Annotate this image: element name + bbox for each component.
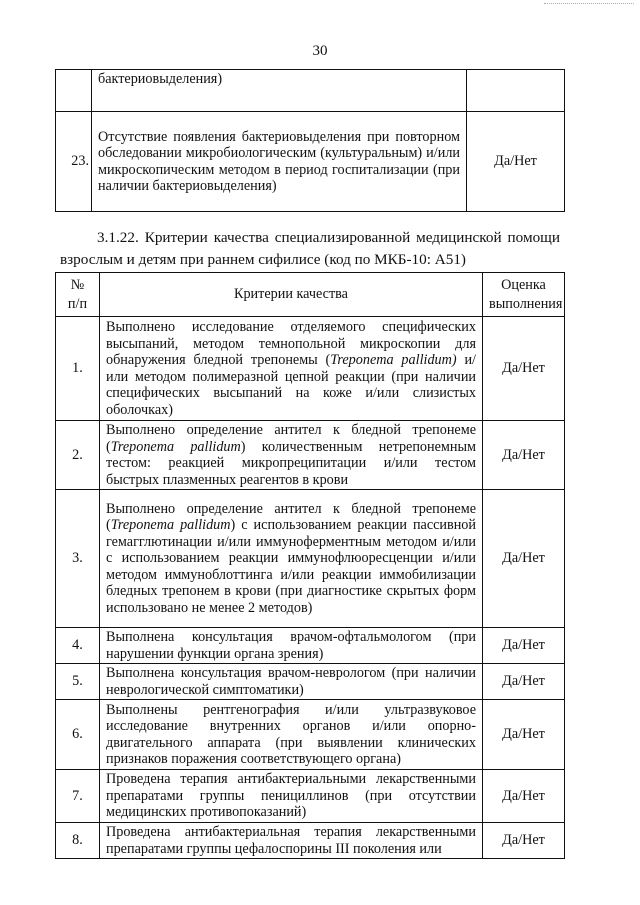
header-number-abbr: п/п — [67, 295, 88, 312]
table-row — [56, 700, 565, 770]
assessment-value: Да/Нет — [483, 317, 565, 421]
assessment-value: Да/Нет — [483, 823, 565, 859]
criterion-text-part: Выполнено определение антител к бледной трепонеме ( — [106, 500, 476, 534]
criterion-text-latin: Treponema pallidum — [110, 517, 231, 534]
criteria-table-continued — [55, 69, 565, 212]
header-assessment-line2: выполнения — [489, 295, 563, 312]
criterion-text-part: и/или методом полимеразной цепной реакции (при наличии специфических высыпаний на коже и/или слизистых оболочках) — [106, 352, 476, 418]
row-number: 3. — [56, 490, 100, 628]
table-row — [56, 823, 565, 859]
header-assessment — [483, 273, 565, 317]
assessment-value: Да/Нет — [483, 700, 565, 770]
header-number-symbol: № — [70, 276, 85, 293]
row-number: 23. — [56, 112, 92, 212]
page-number: 30 — [312, 43, 328, 59]
row-number: 4. — [56, 628, 100, 664]
criterion-text-part: Выполнено исследование отделяемого специфических высыпаний, методом темнопольной микроскопии для обнаружения бледной трепонемы ( — [106, 319, 476, 368]
table-row — [56, 421, 565, 490]
scan-edge-mark — [544, 3, 634, 4]
table-row — [56, 112, 565, 212]
row-number: 6. — [56, 700, 100, 770]
table-row — [56, 317, 565, 421]
table-row — [56, 70, 565, 112]
assessment-value: Да/Нет — [483, 770, 565, 823]
header-number — [56, 273, 100, 317]
criterion-text: Выполнена консультация врачом-офтальмологом (при нарушении функции органа зрения) — [100, 628, 483, 664]
assessment-value: Да/Нет — [467, 112, 565, 212]
header-assessment-line1: Оценка — [501, 276, 546, 293]
criterion-text — [100, 317, 483, 421]
criterion-text-latin: Treponema pallidum) — [330, 352, 457, 368]
quality-criteria-table — [55, 272, 565, 859]
table-row — [56, 490, 565, 628]
row-number: 2. — [56, 421, 100, 490]
criterion-text: Выполнены рентгенография и/или ультразвуковое исследование внутренних органов и/или опорно-двигательного аппарата (при выявлении клинических признаков поражения соответствующего органа) — [100, 700, 483, 770]
table-row — [56, 664, 565, 700]
criterion-text: Проведена терапия антибактериальными лекарственными препаратами группы пенициллинов (при отсутствии медицинских противопоказаний) — [100, 770, 483, 823]
section-heading — [60, 227, 560, 271]
row-number: 5. — [56, 664, 100, 700]
criterion-text: бактериовыделения) — [92, 70, 467, 112]
row-number: 7. — [56, 770, 100, 823]
criterion-text: Выполнена консультация врачом-неврологом (при наличии неврологической симптоматики) — [100, 664, 483, 700]
criterion-text: Проведена антибактериальная терапия лекарственными препаратами группы цефалоспорины III поколения или — [100, 823, 483, 859]
criterion-text: Отсутствие появления бактериовыделения при повторном обследовании микробиологическим (культуральным) и/или микроскопическим методом в период госпитализации (при наличии бактериовыделения) — [92, 112, 467, 212]
row-number: 1. — [56, 317, 100, 421]
section-heading-line2: взрослым и детям при раннем сифилисе (код по МКБ-10: A51) — [60, 251, 466, 268]
row-number — [56, 70, 92, 112]
criterion-text-part: ) количественным нетрепонемным тестом: реакцией микропреципитации и/или тестом быстрых плазменных реагентов в крови — [106, 438, 477, 488]
header-criteria: Критерии качества — [100, 273, 483, 317]
assessment-value: Да/Нет — [483, 628, 565, 664]
section-heading-line1: 3.1.22. Критерии качества специализированной медицинской помощи — [97, 229, 560, 246]
criterion-text-latin: Treponema pallidum — [110, 438, 241, 455]
table-row — [56, 628, 565, 664]
assessment-value — [467, 70, 565, 112]
assessment-value: Да/Нет — [483, 421, 565, 490]
table-header-row — [56, 273, 565, 317]
assessment-value: Да/Нет — [483, 664, 565, 700]
criterion-text — [100, 421, 483, 490]
criterion-text-part: ) с использованием реакции пассивной гемагглютинации и/или иммуноферментным методом и/или с использованием реакции иммунофлюоресценции и/или методом иммуноблоттинга и/или реакции иммобилизации бледных трепонем в крови (при диагностике скрытых форм использовано не менее 2 методов) — [106, 517, 476, 616]
criterion-text-part: Выполнено определение антител к бледной трепонеме ( — [106, 422, 476, 455]
table-row — [56, 770, 565, 823]
criterion-text — [100, 490, 483, 628]
row-number: 8. — [56, 823, 100, 859]
assessment-value: Да/Нет — [483, 490, 565, 628]
